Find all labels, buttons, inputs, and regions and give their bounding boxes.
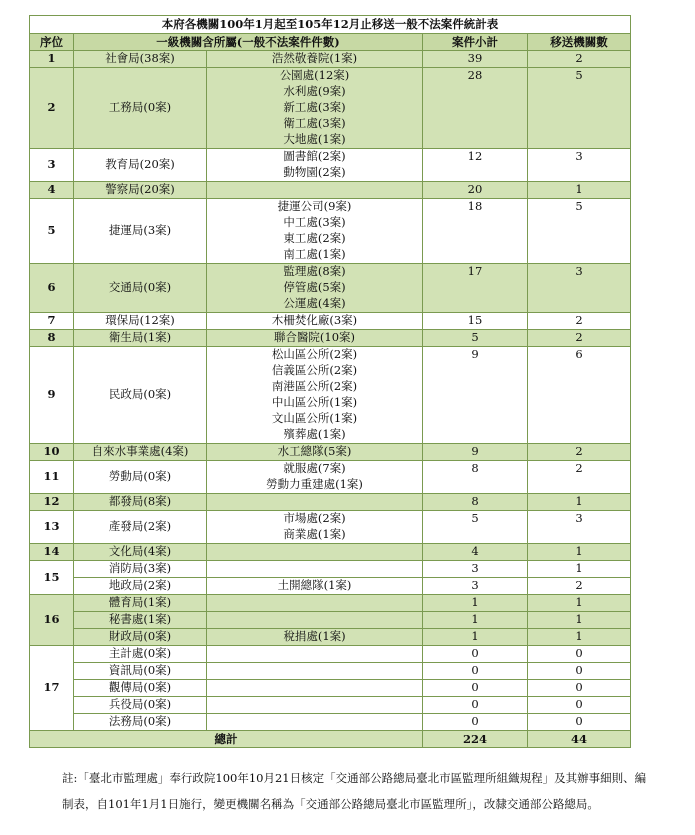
subordinate-unit: 就服處(7案)	[283, 461, 346, 475]
row-case-count: 5	[423, 330, 528, 347]
row-department: 捷運局(3案)	[74, 199, 207, 264]
subordinate-unit: 殯葬處(1案)	[283, 427, 346, 441]
row-subordinates	[207, 544, 423, 561]
row-seq: 8	[30, 330, 74, 347]
row-agency-count: 1	[528, 182, 631, 199]
table-row	[30, 68, 631, 149]
row-subordinates	[207, 494, 423, 511]
row-case-count: 0	[423, 663, 528, 680]
row-case-count: 8	[423, 494, 528, 511]
subordinate-unit: 松山區公所(2案)	[271, 347, 358, 361]
subordinate-unit: 中工處(3案)	[283, 215, 346, 229]
statistics-table-container	[29, 15, 630, 748]
row-department: 資訊局(0案)	[74, 663, 207, 680]
table-row	[30, 511, 631, 544]
row-agency-count: 1	[528, 629, 631, 646]
row-agency-count: 3	[528, 511, 631, 544]
row-department: 社會局(38案)	[74, 51, 207, 68]
table-row	[30, 561, 631, 578]
table-row	[30, 199, 631, 264]
row-case-count: 3	[423, 578, 528, 595]
total-cases: 224	[423, 731, 528, 748]
row-department: 財政局(0案)	[74, 629, 207, 646]
row-agency-count: 1	[528, 561, 631, 578]
row-agency-count: 0	[528, 663, 631, 680]
row-agency-count: 0	[528, 697, 631, 714]
table-row	[30, 347, 631, 444]
total-row	[30, 731, 631, 748]
row-subordinates	[207, 612, 423, 629]
row-seq: 15	[30, 561, 74, 595]
table-row	[30, 330, 631, 347]
row-subordinates	[207, 595, 423, 612]
row-case-count: 1	[423, 629, 528, 646]
table-row	[30, 264, 631, 313]
row-department: 體育局(1案)	[74, 595, 207, 612]
row-agency-count: 3	[528, 264, 631, 313]
row-seq: 3	[30, 149, 74, 182]
subordinate-unit: 捷運公司(9案)	[277, 199, 352, 213]
row-department: 主計處(0案)	[74, 646, 207, 663]
subordinate-unit: 動物園(2案)	[283, 165, 346, 179]
row-agency-count: 0	[528, 680, 631, 697]
subordinate-unit: 文山區公所(1案)	[271, 411, 358, 425]
row-subordinates	[207, 561, 423, 578]
header-dept: 一級機關含所屬(一般不法案件件數)	[74, 34, 423, 51]
row-seq: 1	[30, 51, 74, 68]
header-agencies: 移送機關數	[528, 34, 631, 51]
row-seq: 16	[30, 595, 74, 646]
row-subordinates	[207, 461, 423, 494]
row-case-count: 17	[423, 264, 528, 313]
subordinate-unit: 水工總隊(5案)	[277, 444, 352, 458]
subordinate-unit: 土開總隊(1案)	[277, 578, 352, 592]
row-case-count: 0	[423, 714, 528, 731]
row-subordinates	[207, 313, 423, 330]
table-row	[30, 51, 631, 68]
row-case-count: 0	[423, 697, 528, 714]
row-case-count: 0	[423, 646, 528, 663]
row-subordinates	[207, 444, 423, 461]
row-agency-count: 5	[528, 68, 631, 149]
row-department: 警察局(20案)	[74, 182, 207, 199]
subordinate-unit: 木柵焚化廠(3案)	[271, 313, 358, 327]
table-row	[30, 680, 631, 697]
row-department: 教育局(20案)	[74, 149, 207, 182]
table-row	[30, 578, 631, 595]
row-agency-count: 6	[528, 347, 631, 444]
row-case-count: 9	[423, 444, 528, 461]
row-subordinates	[207, 511, 423, 544]
row-department: 觀傳局(0案)	[74, 680, 207, 697]
row-agency-count: 1	[528, 612, 631, 629]
row-case-count: 28	[423, 68, 528, 149]
row-agency-count: 1	[528, 544, 631, 561]
table-row	[30, 595, 631, 612]
row-department: 地政局(2案)	[74, 578, 207, 595]
row-department: 環保局(12案)	[74, 313, 207, 330]
total-agencies: 44	[528, 731, 631, 748]
row-subordinates	[207, 199, 423, 264]
subordinate-unit: 商業處(1案)	[283, 527, 346, 541]
row-subordinates	[207, 182, 423, 199]
row-subordinates	[207, 264, 423, 313]
table-row	[30, 444, 631, 461]
row-seq: 10	[30, 444, 74, 461]
row-case-count: 3	[423, 561, 528, 578]
row-case-count: 4	[423, 544, 528, 561]
row-agency-count: 2	[528, 578, 631, 595]
row-case-count: 5	[423, 511, 528, 544]
table-row	[30, 461, 631, 494]
table-row	[30, 663, 631, 680]
row-seq: 4	[30, 182, 74, 199]
row-subordinates	[207, 68, 423, 149]
subordinate-unit: 聯合醫院(10案)	[273, 330, 356, 344]
row-department: 工務局(0案)	[74, 68, 207, 149]
row-department: 民政局(0案)	[74, 347, 207, 444]
table-row	[30, 697, 631, 714]
row-department: 都發局(8案)	[74, 494, 207, 511]
row-subordinates	[207, 680, 423, 697]
row-agency-count: 2	[528, 461, 631, 494]
row-case-count: 0	[423, 680, 528, 697]
row-subordinates	[207, 697, 423, 714]
row-agency-count: 2	[528, 444, 631, 461]
header-cases: 案件小計	[423, 34, 528, 51]
row-department: 交通局(0案)	[74, 264, 207, 313]
row-agency-count: 2	[528, 313, 631, 330]
row-subordinates	[207, 629, 423, 646]
row-agency-count: 0	[528, 714, 631, 731]
total-label: 總計	[30, 731, 423, 748]
subordinate-unit: 公運處(4案)	[283, 296, 346, 310]
subordinate-unit: 圖書館(2案)	[283, 149, 346, 163]
row-department: 法務局(0案)	[74, 714, 207, 731]
row-case-count: 20	[423, 182, 528, 199]
subordinate-unit: 水利處(9案)	[283, 84, 346, 98]
row-seq: 17	[30, 646, 74, 731]
row-department: 衛生局(1案)	[74, 330, 207, 347]
row-seq: 2	[30, 68, 74, 149]
row-seq: 7	[30, 313, 74, 330]
row-agency-count: 0	[528, 646, 631, 663]
row-subordinates	[207, 714, 423, 731]
subordinate-unit: 稅捐處(1案)	[283, 629, 346, 643]
row-subordinates	[207, 663, 423, 680]
row-agency-count: 1	[528, 595, 631, 612]
table-row	[30, 714, 631, 731]
row-case-count: 12	[423, 149, 528, 182]
table-row	[30, 646, 631, 663]
table-row	[30, 629, 631, 646]
subordinate-unit: 中山區公所(1案)	[271, 395, 358, 409]
subordinate-unit: 南港區公所(2案)	[271, 379, 358, 393]
subordinate-unit: 停管處(5案)	[283, 280, 346, 294]
row-department: 勞動局(0案)	[74, 461, 207, 494]
row-case-count: 9	[423, 347, 528, 444]
row-subordinates	[207, 347, 423, 444]
row-case-count: 15	[423, 313, 528, 330]
row-subordinates	[207, 330, 423, 347]
subordinate-unit: 監理處(8案)	[283, 264, 346, 278]
row-case-count: 1	[423, 595, 528, 612]
subordinate-unit: 新工處(3案)	[283, 100, 346, 114]
row-department: 兵役局(0案)	[74, 697, 207, 714]
table-row	[30, 182, 631, 199]
subordinate-unit: 大地處(1案)	[283, 132, 346, 146]
subordinate-unit: 市場處(2案)	[283, 511, 346, 525]
subordinate-unit: 浩然敬養院(1案)	[271, 51, 358, 65]
table-row	[30, 313, 631, 330]
subordinate-unit: 公園處(12案)	[279, 68, 350, 82]
statistics-table	[29, 15, 631, 748]
row-seq: 13	[30, 511, 74, 544]
subordinate-unit: 勞動力重建處(1案)	[266, 477, 363, 491]
table-title: 本府各機關100年1月起至105年12月止移送一般不法案件統計表	[30, 16, 631, 34]
row-agency-count: 2	[528, 330, 631, 347]
row-agency-count: 5	[528, 199, 631, 264]
row-seq: 5	[30, 199, 74, 264]
row-subordinates	[207, 578, 423, 595]
row-agency-count: 1	[528, 494, 631, 511]
row-department: 產發局(2案)	[74, 511, 207, 544]
row-agency-count: 3	[528, 149, 631, 182]
row-subordinates	[207, 51, 423, 68]
row-department: 消防局(3案)	[74, 561, 207, 578]
row-case-count: 39	[423, 51, 528, 68]
subordinate-unit: 信義區公所(2案)	[271, 363, 358, 377]
row-case-count: 1	[423, 612, 528, 629]
row-case-count: 8	[423, 461, 528, 494]
table-row	[30, 544, 631, 561]
row-department: 自來水事業處(4案)	[74, 444, 207, 461]
row-seq: 14	[30, 544, 74, 561]
row-subordinates	[207, 646, 423, 663]
row-seq: 12	[30, 494, 74, 511]
table-row	[30, 612, 631, 629]
row-department: 文化局(4案)	[74, 544, 207, 561]
row-subordinates	[207, 149, 423, 182]
row-seq: 9	[30, 347, 74, 444]
subordinate-unit: 衛工處(3案)	[283, 116, 346, 130]
subordinate-unit: 南工處(1案)	[283, 247, 346, 261]
subordinate-unit: 東工處(2案)	[283, 231, 346, 245]
row-seq: 11	[30, 461, 74, 494]
row-agency-count: 2	[528, 51, 631, 68]
row-case-count: 18	[423, 199, 528, 264]
table-row	[30, 494, 631, 511]
header-seq: 序位	[30, 34, 74, 51]
row-department: 秘書處(1案)	[74, 612, 207, 629]
footnote: 註:「臺北市監理處」奉行政院100年10月21日核定「交通部公路總局臺北市區監理所組織規程」及其辦事細則、編制表，自101年1月1日施行，變更機關名稱為「交通部公路總局臺北市區監理所」，改隸交通部公路總局。	[62, 771, 647, 811]
row-seq: 6	[30, 264, 74, 313]
table-row	[30, 149, 631, 182]
